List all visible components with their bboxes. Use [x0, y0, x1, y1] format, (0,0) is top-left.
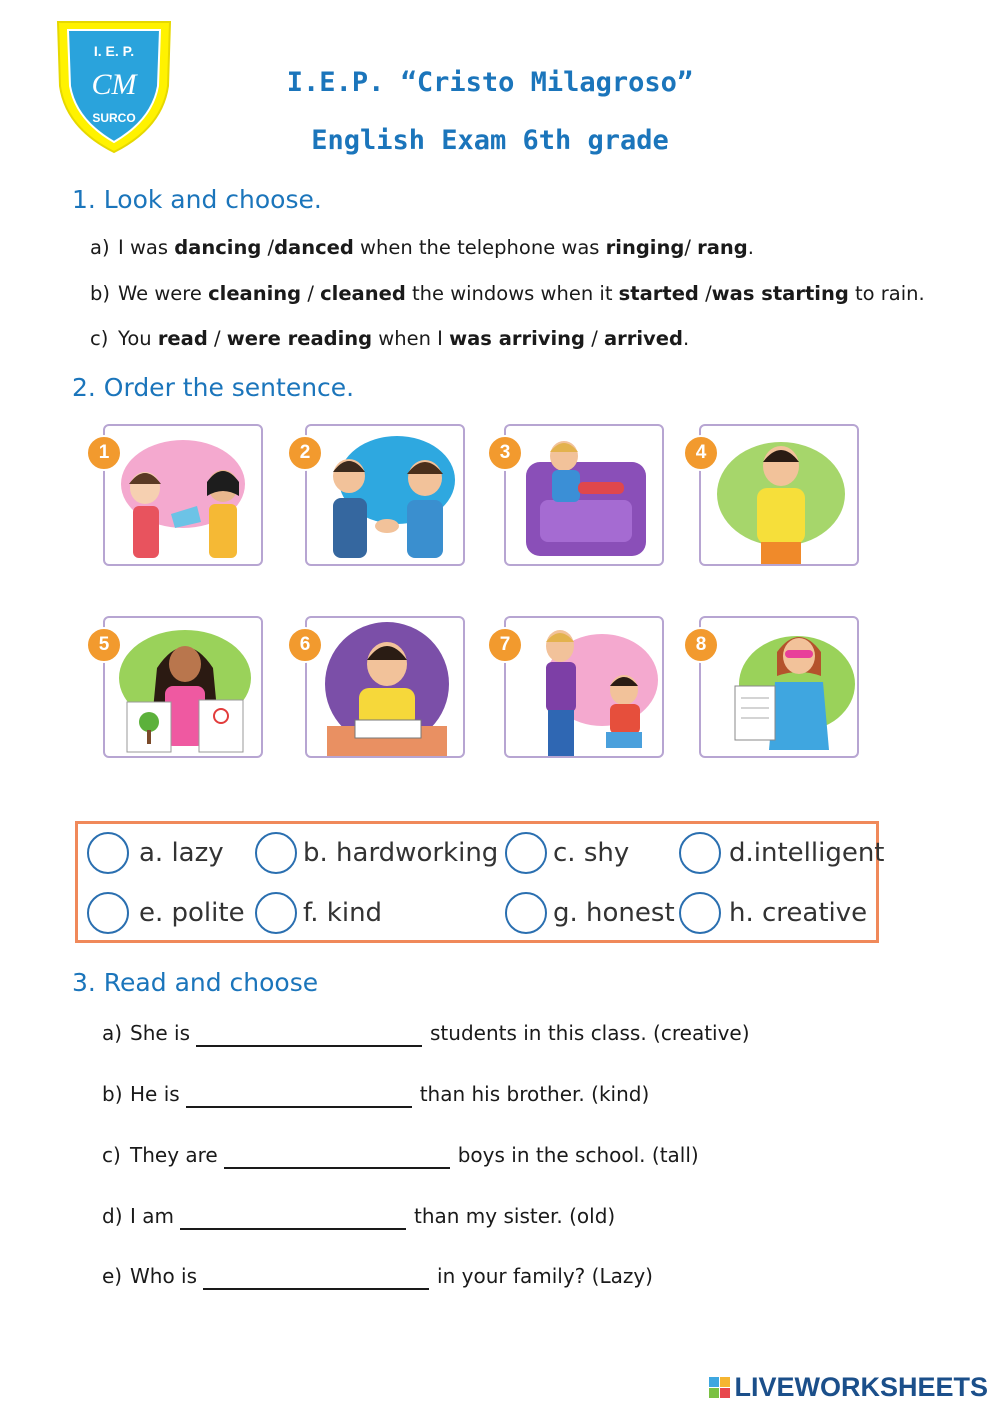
picture-card-6 — [305, 616, 465, 758]
exercise3-item — [102, 1021, 750, 1047]
picture-number-badge: 5 — [86, 627, 122, 663]
picture-card-3 — [504, 424, 664, 566]
picture-number-badge: 2 — [287, 435, 323, 471]
item-marker: c) — [90, 327, 109, 350]
picture-card-2 — [305, 424, 465, 566]
sentence-text: / — [585, 327, 604, 350]
option-lazy — [87, 828, 224, 878]
exam-title: English Exam 6th grade — [311, 125, 669, 156]
answer-blank[interactable] — [196, 1025, 422, 1047]
answer-circle[interactable] — [87, 832, 129, 874]
choice-word[interactable]: rang — [697, 236, 748, 259]
sentence-text: when I — [372, 327, 450, 350]
answer-blank[interactable] — [203, 1268, 429, 1290]
option-hardworking — [255, 828, 498, 878]
picture-number-badge: 4 — [683, 435, 719, 471]
item-marker: c) — [102, 1143, 121, 1167]
option-label: e. polite — [139, 898, 245, 928]
answer-circle[interactable] — [87, 892, 129, 934]
answer-blank[interactable] — [186, 1086, 412, 1108]
answer-circle[interactable] — [505, 832, 547, 874]
choice-word[interactable]: dancing — [174, 236, 262, 259]
sentence-text: the windows when it — [405, 282, 619, 305]
liveworksheets-logo-icon — [709, 1377, 730, 1398]
exercise3-item — [102, 1143, 699, 1169]
item-marker: d) — [102, 1204, 123, 1228]
answer-circle[interactable] — [679, 832, 721, 874]
item-marker: b) — [102, 1082, 123, 1106]
sentence-text: / — [684, 236, 698, 259]
choice-word[interactable]: were reading — [226, 327, 373, 350]
picture-number-badge: 8 — [683, 627, 719, 663]
choice-word[interactable]: arrived — [603, 327, 683, 350]
sentence-text: when the telephone was — [353, 236, 606, 259]
sentence-end: than my sister. (old) — [414, 1204, 616, 1228]
exercise3-heading: 3. Read and choose — [72, 968, 319, 997]
answer-circle[interactable] — [255, 892, 297, 934]
option-label: a. lazy — [139, 838, 224, 868]
picture-card-5 — [103, 616, 263, 758]
option-label: h. creative — [729, 898, 868, 928]
exercise3-item — [102, 1082, 649, 1108]
choice-word[interactable]: was arriving — [449, 327, 586, 350]
sentence-text: I was — [118, 236, 175, 259]
choice-word[interactable]: danced — [274, 236, 354, 259]
option-label: f. kind — [303, 898, 383, 928]
picture-card-8 — [699, 616, 859, 758]
exercise2-heading: 2. Order the sentence. — [72, 373, 355, 402]
picture-number-badge: 6 — [287, 627, 323, 663]
logo-line1: I. E. P. — [93, 43, 135, 59]
sentence-text: / — [698, 282, 712, 305]
picture-number-badge: 1 — [86, 435, 122, 471]
sentence-start: He is — [130, 1082, 180, 1106]
exercise1-item — [90, 236, 754, 259]
option-polite — [87, 888, 245, 938]
answer-circle[interactable] — [505, 892, 547, 934]
option-kind — [255, 888, 382, 938]
exercise3-item — [102, 1264, 653, 1290]
sentence-end: students in this class. (creative) — [430, 1021, 750, 1045]
sentence-text: . — [682, 327, 690, 350]
sentence-end: in your family? (Lazy) — [437, 1264, 653, 1288]
sentence-text: to rain. — [848, 282, 925, 305]
brand-text: LIVEWORKSHEETS — [734, 1372, 988, 1402]
sentence-end: than his brother. (kind) — [419, 1082, 650, 1106]
option-intelligent — [679, 828, 885, 878]
sentence-text: / — [207, 327, 227, 350]
option-creative — [679, 888, 867, 938]
sentence-text: We were — [118, 282, 209, 305]
sentence-text: You — [118, 327, 158, 350]
choice-word[interactable]: started — [618, 282, 699, 305]
item-marker: b) — [90, 282, 110, 305]
exercise1-item — [90, 282, 925, 305]
choice-word[interactable]: ringing — [605, 236, 685, 259]
picture-card-1 — [103, 424, 263, 566]
option-label: c. shy — [553, 838, 630, 868]
picture-card-4 — [699, 424, 859, 566]
option-label: b. hardworking — [303, 838, 499, 868]
sentence-text: . — [747, 236, 754, 259]
sentence-text: / — [301, 282, 321, 305]
sentence-start: She is — [130, 1021, 191, 1045]
sentence-start: I am — [130, 1204, 174, 1228]
sentence-start: They are — [130, 1143, 218, 1167]
option-label: g. honest — [553, 898, 675, 928]
item-marker: e) — [102, 1264, 123, 1288]
option-label: d.intelligent — [729, 838, 885, 868]
answer-blank[interactable] — [180, 1208, 406, 1230]
sentence-start: Who is — [130, 1264, 198, 1288]
exercise1-item — [90, 327, 689, 350]
choice-word[interactable]: was starting — [711, 282, 849, 305]
choice-word[interactable]: cleaning — [208, 282, 302, 305]
choice-word[interactable]: read — [157, 327, 208, 350]
choice-word[interactable]: cleaned — [320, 282, 406, 305]
answer-circle[interactable] — [679, 892, 721, 934]
sentence-end: boys in the school. (tall) — [457, 1143, 699, 1167]
picture-card-7 — [504, 616, 664, 758]
picture-number-badge: 7 — [487, 627, 523, 663]
school-name: I.E.P. “Cristo Milagroso” — [286, 67, 694, 98]
option-shy — [505, 828, 629, 878]
exercise3-item — [102, 1204, 615, 1230]
option-honest — [505, 888, 675, 938]
logo-monogram: CM — [91, 68, 137, 101]
logo-line2: SURCO — [92, 111, 136, 125]
answer-blank[interactable] — [224, 1147, 450, 1169]
liveworksheets-brand[interactable] — [709, 1372, 988, 1403]
exercise1-heading: 1. Look and choose. — [72, 185, 322, 214]
item-marker: a) — [90, 236, 110, 259]
item-marker: a) — [102, 1021, 123, 1045]
answer-circle[interactable] — [255, 832, 297, 874]
picture-number-badge: 3 — [487, 435, 523, 471]
sentence-text: / — [261, 236, 275, 259]
